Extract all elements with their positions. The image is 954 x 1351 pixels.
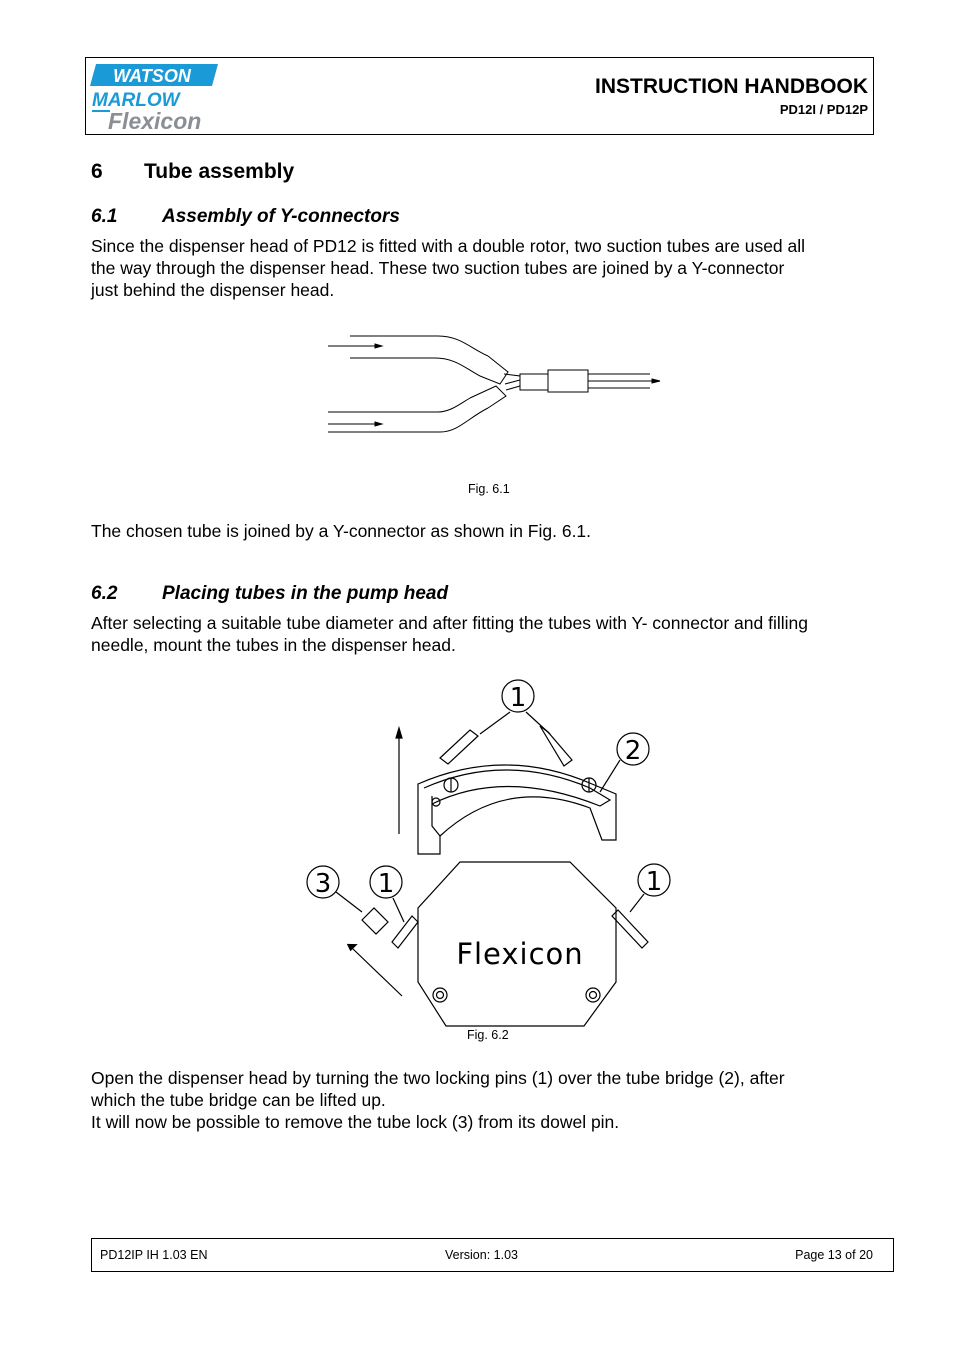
watson-marlow-flexicon-logo [90,62,220,132]
paragraph-line: needle, mount the tubes in the dispenser head. [91,635,456,655]
paragraph-line: the way through the dispenser head. These two suction tubes are joined by a Y-connector [91,258,785,278]
subsection-number: 6.1 [91,206,118,227]
paragraph-line: which the tube bridge can be lifted up. [91,1090,386,1110]
paragraph-line: After selecting a suitable tube diameter and after fitting the tubes with Y- connector and filling [91,613,808,633]
page-number: Page 13 of 20 [795,1248,873,1262]
paragraph-line: It will now be possible to remove the tube lock (3) from its dowel pin. [91,1112,620,1132]
callout-label: 2 [624,736,642,766]
svg-text:MARLOW: MARLOW [92,90,180,111]
section-number: 6 [91,160,103,183]
callout-label: 3 [314,869,332,899]
flexicon-head-label: Flexicon [456,937,584,971]
svg-text:WATSON: WATSON [113,66,191,86]
figure-caption: Fig. 6.1 [468,482,510,496]
page-header [85,57,874,135]
paragraph-line: just behind the dispenser head. [91,280,335,300]
handbook-title: INSTRUCTION HANDBOOK [595,75,868,98]
subsection-heading-6-1 [91,206,400,228]
callout-label: 1 [377,869,395,899]
subsection-title: Placing tubes in the pump head [162,583,449,604]
subsection-heading-6-2 [91,583,448,605]
figure-caption: Fig. 6.2 [467,1028,509,1042]
pump-head-figure [300,676,680,1036]
section-heading [91,160,294,184]
paragraph-6-2-intro [91,612,891,656]
document-id: PD12IP IH 1.03 EN [100,1248,208,1262]
paragraph-line: Since the dispenser head of PD12 is fitted with a double rotor, two suction tubes are used all [91,236,806,256]
subsection-number: 6.2 [91,583,118,604]
paragraph-6-1-intro [91,235,891,301]
version-label: Version: 1.03 [445,1248,518,1262]
model-subtitle: PD12I / PD12P [779,102,868,117]
paragraph-6-1-note: The chosen tube is joined by a Y-connector as shown in Fig. 6.1. [91,521,592,541]
subsection-title: Assembly of Y-connectors [162,206,400,227]
paragraph-6-2-instructions [91,1067,891,1133]
y-connector-figure [320,328,670,440]
page-footer [91,1238,894,1272]
callout-label: 1 [645,867,663,897]
svg-text:Flexicon: Flexicon [108,108,202,132]
callout-label: 1 [509,683,527,713]
paragraph-line: Open the dispenser head by turning the two locking pins (1) over the tube bridge (2), after [91,1068,785,1088]
section-title: Tube assembly [144,160,295,183]
